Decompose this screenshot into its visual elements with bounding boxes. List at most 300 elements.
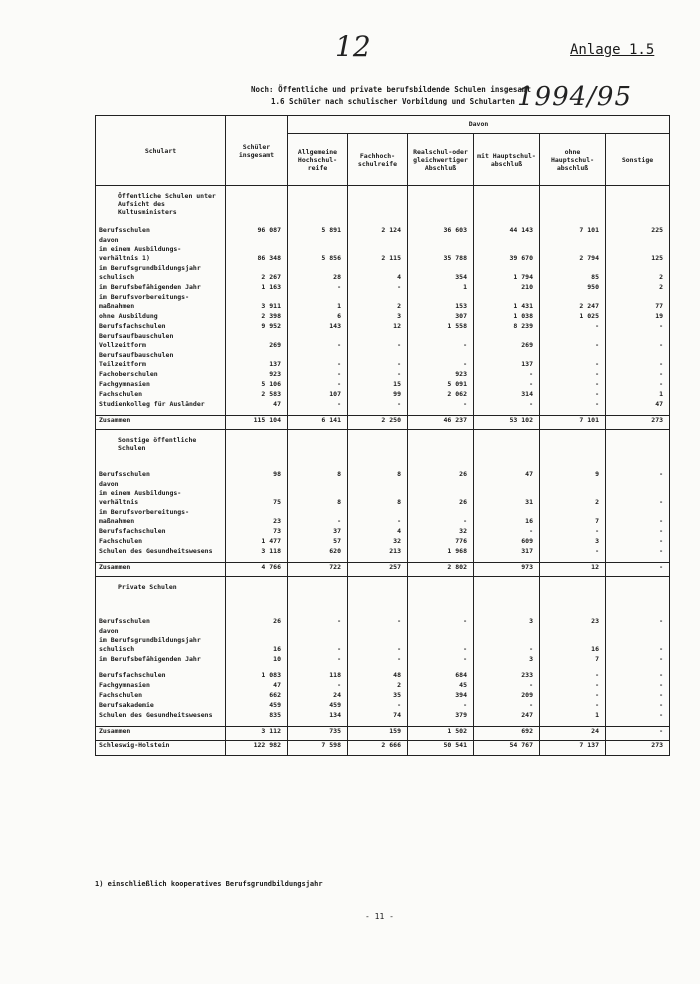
value-cell [348,627,408,636]
value-cell: 53 102 [474,416,540,430]
row-label: davon [96,236,226,245]
row-label: ohne Ausbildung [96,312,226,322]
value-cell [408,480,474,489]
total-cell: 137 [226,360,288,370]
row-label: Fachschulen [96,537,226,547]
value-cell: 159 [348,727,408,741]
total-cell [226,480,288,489]
value-cell: 50 541 [408,741,474,756]
value-cell [474,351,540,360]
value-cell: 1 502 [408,727,474,741]
value-cell: - [606,691,670,701]
value-cell [348,264,408,273]
value-cell: 7 [540,517,606,527]
value-cell: - [288,341,348,351]
value-cell: - [408,517,474,527]
value-cell: - [408,701,474,711]
total-cell: 16 [226,645,288,655]
value-cell [606,489,670,498]
table-row [96,380,670,390]
value-cell: - [540,390,606,400]
value-cell [606,583,670,611]
header-schulart: Schulart [96,116,226,186]
table-row [96,655,670,665]
value-cell [408,636,474,645]
value-cell: - [288,655,348,665]
table-row [96,470,670,480]
value-cell [408,436,474,464]
value-cell [540,627,606,636]
table-row [96,341,670,351]
value-cell [540,236,606,245]
total-cell: 5 106 [226,380,288,390]
value-cell [606,351,670,360]
value-cell: 8 239 [474,322,540,332]
value-cell [474,480,540,489]
row-label: Fachgymnasien [96,681,226,691]
total-cell: 9 952 [226,322,288,332]
value-cell: 143 [288,322,348,332]
value-cell [540,508,606,517]
value-cell: - [606,617,670,627]
value-cell [348,245,408,254]
value-cell: 48 [348,671,408,681]
row-label: Sonstige öffentliche Schulen [96,436,226,464]
row-label: davon [96,627,226,636]
table-row [96,480,670,489]
value-cell: 4 [348,273,408,283]
table-row [96,390,670,400]
value-cell: 7 101 [540,416,606,430]
value-cell: - [606,711,670,721]
page-footer: - 11 - [365,912,394,921]
table-row [96,370,670,380]
value-cell [288,192,348,220]
row-label: verhältnis 1) [96,254,226,264]
value-cell: 2 250 [348,416,408,430]
value-cell: 3 [348,312,408,322]
value-cell: 2 [540,498,606,508]
value-cell: 24 [540,727,606,741]
value-cell: 26 [408,470,474,480]
value-cell [288,245,348,254]
row-label: Berufsschulen [96,470,226,480]
value-cell: 247 [474,711,540,721]
value-cell: - [348,341,408,351]
row-label: Fachschulen [96,390,226,400]
value-cell: - [288,360,348,370]
value-cell [288,480,348,489]
table-row [96,273,670,283]
value-cell [606,627,670,636]
value-cell: 233 [474,671,540,681]
value-cell: - [474,701,540,711]
table-row [96,302,670,312]
value-cell: - [348,370,408,380]
value-cell [606,436,670,464]
row-label: Schulen des Gesundheitswesens [96,547,226,557]
row-label: Vollzeitform [96,341,226,351]
table-row [96,312,670,322]
value-cell: 273 [606,741,670,756]
value-cell: 973 [474,563,540,577]
total-cell [226,351,288,360]
value-cell: - [606,322,670,332]
value-cell [288,332,348,341]
value-cell [540,480,606,489]
table-row [96,701,670,711]
value-cell: 692 [474,727,540,741]
total-cell [226,583,288,611]
row-label: Schulen des Gesundheitswesens [96,711,226,721]
value-cell: 213 [348,547,408,557]
value-cell [348,583,408,611]
header-total: Schüler insgesamt [226,116,288,186]
value-cell: 134 [288,711,348,721]
value-cell: 125 [606,254,670,264]
value-cell: - [288,283,348,293]
total-cell: 4 766 [226,563,288,577]
value-cell: 923 [408,370,474,380]
value-cell [474,192,540,220]
value-cell: 6 141 [288,416,348,430]
total-cell: 3 911 [226,302,288,312]
value-cell: - [474,370,540,380]
header-col-6: Sonstige [606,134,670,186]
total-cell: 2 583 [226,390,288,400]
row-label: im Berufsbefähigenden Jahr [96,283,226,293]
value-cell [288,627,348,636]
row-label: Berufsfachschulen [96,671,226,681]
value-cell: 317 [474,547,540,557]
value-cell [408,489,474,498]
value-cell [348,351,408,360]
value-cell: 85 [540,273,606,283]
value-cell [540,351,606,360]
value-cell [540,489,606,498]
table-row [96,636,670,645]
value-cell: 2 794 [540,254,606,264]
value-cell: 684 [408,671,474,681]
value-cell: 7 598 [288,741,348,756]
value-cell: 209 [474,691,540,701]
row-label: Fachoberschulen [96,370,226,380]
header-col-5: ohne Hauptschul-abschluß [540,134,606,186]
total-cell: 835 [226,711,288,721]
value-cell: - [606,380,670,390]
value-cell: - [288,681,348,691]
total-cell: 2 267 [226,273,288,283]
value-cell: 47 [474,470,540,480]
total-cell: 459 [226,701,288,711]
total-cell [226,192,288,220]
total-cell: 10 [226,655,288,665]
table-row [96,322,670,332]
value-cell: 1 558 [408,322,474,332]
value-cell [540,583,606,611]
total-cell: 1 163 [226,283,288,293]
value-cell: 5 856 [288,254,348,264]
value-cell [474,436,540,464]
value-cell: 2 [606,283,670,293]
row-label: im Berufsvorbereitungs- [96,293,226,302]
table-row [96,498,670,508]
value-cell: 28 [288,273,348,283]
row-label: Studienkolleg für Ausländer [96,400,226,410]
value-cell: - [288,517,348,527]
row-label: Zusammen [96,563,226,577]
table-row [96,627,670,636]
value-cell: 379 [408,711,474,721]
value-cell: 269 [474,341,540,351]
row-label: verhältnis [96,498,226,508]
table-row [96,236,670,245]
value-cell [474,583,540,611]
total-cell: 269 [226,341,288,351]
value-cell [606,636,670,645]
table-row [96,617,670,627]
row-label: Berufsaufbauschulen [96,351,226,360]
total-cell [226,436,288,464]
value-cell: - [606,527,670,537]
total-cell: 96 087 [226,226,288,236]
value-cell: - [288,370,348,380]
value-cell: - [606,360,670,370]
total-cell: 23 [226,517,288,527]
value-cell [474,508,540,517]
total-row [96,741,670,756]
value-cell: - [606,681,670,691]
table-row [96,332,670,341]
row-label: Fachschulen [96,691,226,701]
handwritten-page-number: 12 [335,30,371,63]
value-cell: 1 [540,711,606,721]
value-cell: 257 [348,563,408,577]
value-cell [348,480,408,489]
footnote: 1) einschließlich kooperatives Berufsgrundbildungsjahr [95,880,323,888]
value-cell: 950 [540,283,606,293]
statistics-table [95,115,670,756]
total-cell: 3 112 [226,727,288,741]
table-row [96,254,670,264]
value-cell: 6 [288,312,348,322]
header-col-3: Realschul-oder gleichwertiger Abschluß [408,134,474,186]
table-caption-line-2: 1.6 Schüler nach schulischer Vorbildung und Schularten [271,97,515,106]
row-label: im Berufsbefähigenden Jahr [96,655,226,665]
value-cell: 1 038 [474,312,540,322]
value-cell: - [540,527,606,537]
row-label: Private Schulen [96,583,226,611]
value-cell: 2 [606,273,670,283]
value-cell: - [606,537,670,547]
row-label: Berufsfachschulen [96,527,226,537]
value-cell: 307 [408,312,474,322]
value-cell: - [474,681,540,691]
table-row [96,283,670,293]
value-cell: - [288,400,348,410]
total-cell: 47 [226,681,288,691]
value-cell: 35 788 [408,254,474,264]
row-label: schulisch [96,645,226,655]
row-label: maßnahmen [96,302,226,312]
value-cell: 1 431 [474,302,540,312]
value-cell: - [348,645,408,655]
table-body [96,186,670,756]
value-cell [288,508,348,517]
value-cell: - [540,681,606,691]
value-cell [540,245,606,254]
total-cell [226,508,288,517]
value-cell: - [408,400,474,410]
value-cell [540,636,606,645]
total-cell: 73 [226,527,288,537]
value-cell: - [348,360,408,370]
value-cell [408,627,474,636]
value-cell [540,293,606,302]
value-cell [288,583,348,611]
value-cell [474,293,540,302]
total-cell: 3 118 [226,547,288,557]
value-cell: 225 [606,226,670,236]
total-row [96,416,670,430]
value-cell: - [606,470,670,480]
value-cell: 54 767 [474,741,540,756]
total-cell [226,627,288,636]
value-cell: 31 [474,498,540,508]
total-cell [226,293,288,302]
value-cell [288,636,348,645]
value-cell: 5 091 [408,380,474,390]
value-cell [408,264,474,273]
value-cell: 5 891 [288,226,348,236]
value-cell: 16 [474,517,540,527]
table-row [96,547,670,557]
value-cell: - [408,360,474,370]
value-cell: 74 [348,711,408,721]
value-cell: 2 247 [540,302,606,312]
total-cell [226,489,288,498]
value-cell: - [474,380,540,390]
table-row [96,226,670,236]
value-cell [474,332,540,341]
value-cell [474,489,540,498]
total-cell: 662 [226,691,288,701]
value-cell: - [408,617,474,627]
value-cell [606,332,670,341]
total-row [96,563,670,577]
value-cell: - [474,527,540,537]
value-cell [408,332,474,341]
value-cell [606,480,670,489]
value-cell [606,508,670,517]
value-cell: 39 670 [474,254,540,264]
value-cell: - [540,322,606,332]
table-row [96,681,670,691]
value-cell: - [288,645,348,655]
value-cell: 26 [408,498,474,508]
value-cell [606,192,670,220]
row-label: Schleswig-Holstein [96,741,226,756]
row-label: im Berufsvorbereitungs- [96,508,226,517]
total-cell: 1 083 [226,671,288,681]
value-cell [348,236,408,245]
value-cell [540,436,606,464]
table-caption-line-1: Noch: Öffentliche und private berufsbildende Schulen insgesamt [251,85,531,94]
value-cell: 44 143 [474,226,540,236]
table-row [96,245,670,254]
value-cell: 620 [288,547,348,557]
value-cell: - [474,400,540,410]
row-label: Berufsschulen [96,226,226,236]
header-davon: Davon [288,116,670,134]
value-cell: 2 [348,302,408,312]
header-col-4: mit Hauptschul-abschluß [474,134,540,186]
value-cell: 735 [288,727,348,741]
value-cell: - [606,563,670,577]
section-heading-row [96,583,670,611]
value-cell: 15 [348,380,408,390]
value-cell [348,436,408,464]
value-cell: 4 [348,527,408,537]
total-cell: 98 [226,470,288,480]
value-cell: 19 [606,312,670,322]
row-label: Zusammen [96,727,226,741]
value-cell: 2 115 [348,254,408,264]
value-cell: 36 603 [408,226,474,236]
total-cell: 86 348 [226,254,288,264]
value-cell: 1 794 [474,273,540,283]
value-cell: 107 [288,390,348,400]
value-cell: - [540,400,606,410]
value-cell [288,351,348,360]
value-cell [474,245,540,254]
value-cell: - [540,671,606,681]
header-col-1: Allgemeine Hochschul-reife [288,134,348,186]
table-row [96,400,670,410]
row-label: maßnahmen [96,517,226,527]
value-cell: - [540,341,606,351]
value-cell [606,264,670,273]
value-cell [540,264,606,273]
value-cell: 35 [348,691,408,701]
total-cell [226,236,288,245]
value-cell [408,236,474,245]
row-label: Berufsfachschulen [96,322,226,332]
value-cell: 12 [348,322,408,332]
value-cell: 118 [288,671,348,681]
table-row [96,489,670,498]
value-cell [408,351,474,360]
value-cell [288,264,348,273]
total-row [96,727,670,741]
value-cell: - [540,691,606,701]
value-cell: 57 [288,537,348,547]
value-cell [408,245,474,254]
value-cell [474,627,540,636]
total-cell [226,636,288,645]
row-label: im Berufsgrundbildungsjahr [96,636,226,645]
total-cell: 115 104 [226,416,288,430]
value-cell: 3 [474,655,540,665]
total-cell: 2 398 [226,312,288,322]
table-row [96,508,670,517]
value-cell: 394 [408,691,474,701]
table-row [96,691,670,701]
value-cell [348,508,408,517]
value-cell: - [408,655,474,665]
value-cell: 7 137 [540,741,606,756]
value-cell: - [540,547,606,557]
